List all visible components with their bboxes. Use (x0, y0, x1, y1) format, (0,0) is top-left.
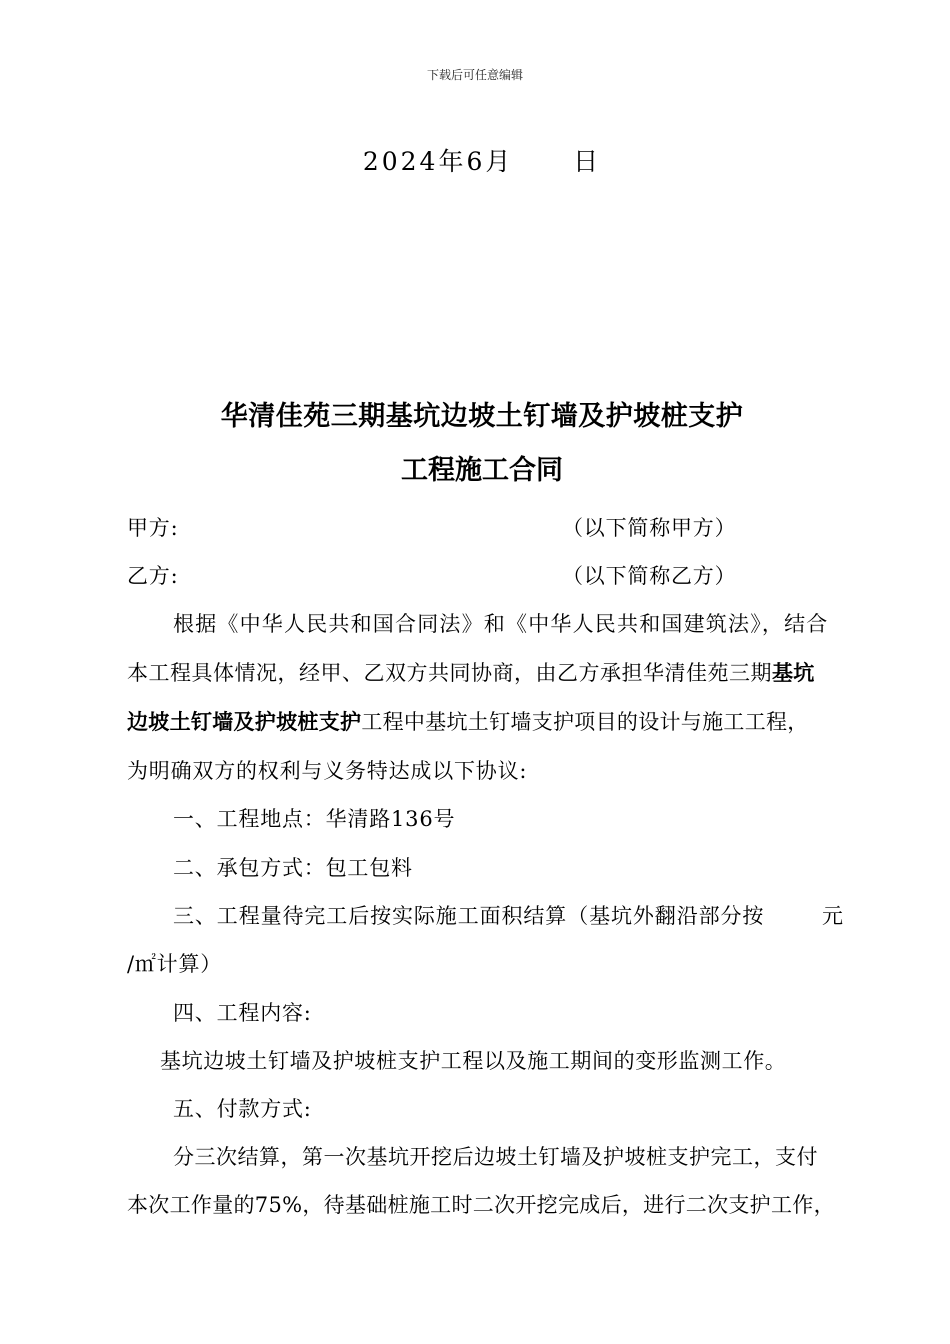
clause-5-heading: 五、付款方式: (173, 1097, 312, 1121)
clause-5-line-1: 分三次结算，第一次基坑开挖后边坡土钉墙及护坡桩支护完工，支付 (173, 1145, 818, 1169)
clause-3-unit: 元 (822, 904, 844, 928)
preamble-line-4: 为明确双方的权利与义务特达成以下协议: (127, 759, 528, 783)
party-b-note: （以下简称乙方） (562, 564, 737, 588)
clause-3-quantity: 三、工程量待完工后按实际施工面积结算（基坑外翻沿部分按 (173, 904, 765, 928)
preamble-line-2-text: 本工程具体情况，经甲、乙双方共同协商，由乙方承担华清佳苑三期 (127, 661, 772, 685)
party-a-label: 甲方: (127, 516, 179, 540)
header-note: 下载后可任意编辑 (426, 68, 523, 82)
preamble-line-3 (127, 706, 809, 736)
clause-3-continuation: /㎡计算） (127, 952, 223, 976)
preamble-line-2 (127, 657, 815, 687)
preamble-line-1: 根据《中华人民共和国合同法》和《中华人民共和国建筑法》，结合 (173, 612, 829, 636)
contract-date: 2024年6月 日 (362, 147, 602, 176)
clause-4-heading: 四、工程内容: (173, 1001, 312, 1025)
party-a-note: （以下简称甲方） (562, 516, 737, 540)
contract-title-line2: 工程施工合同 (401, 455, 563, 486)
preamble-line-2-bold: 基坑 (772, 661, 815, 685)
clause-4-body: 基坑边坡土钉墙及护坡桩支护工程以及施工期间的变形监测工作。 (160, 1049, 787, 1073)
clause-1-location: 一、工程地点：华清路136号 (173, 807, 456, 831)
clause-5-line-2: 本次工作量的75%，待基础桩施工时二次开挖完成后，进行二次支护工作， (127, 1193, 835, 1217)
party-b-label: 乙方: (127, 564, 179, 588)
clause-2-contract-mode: 二、承包方式：包工包料 (173, 856, 413, 880)
preamble-line-3-text: 工程中基坑土钉墙支护项目的设计与施工工程， (361, 710, 809, 734)
contract-title-line1: 华清佳苑三期基坑边坡土钉墙及护坡桩支护 (220, 401, 744, 432)
preamble-line-3-bold: 边坡土钉墙及护坡桩支护 (127, 710, 362, 734)
